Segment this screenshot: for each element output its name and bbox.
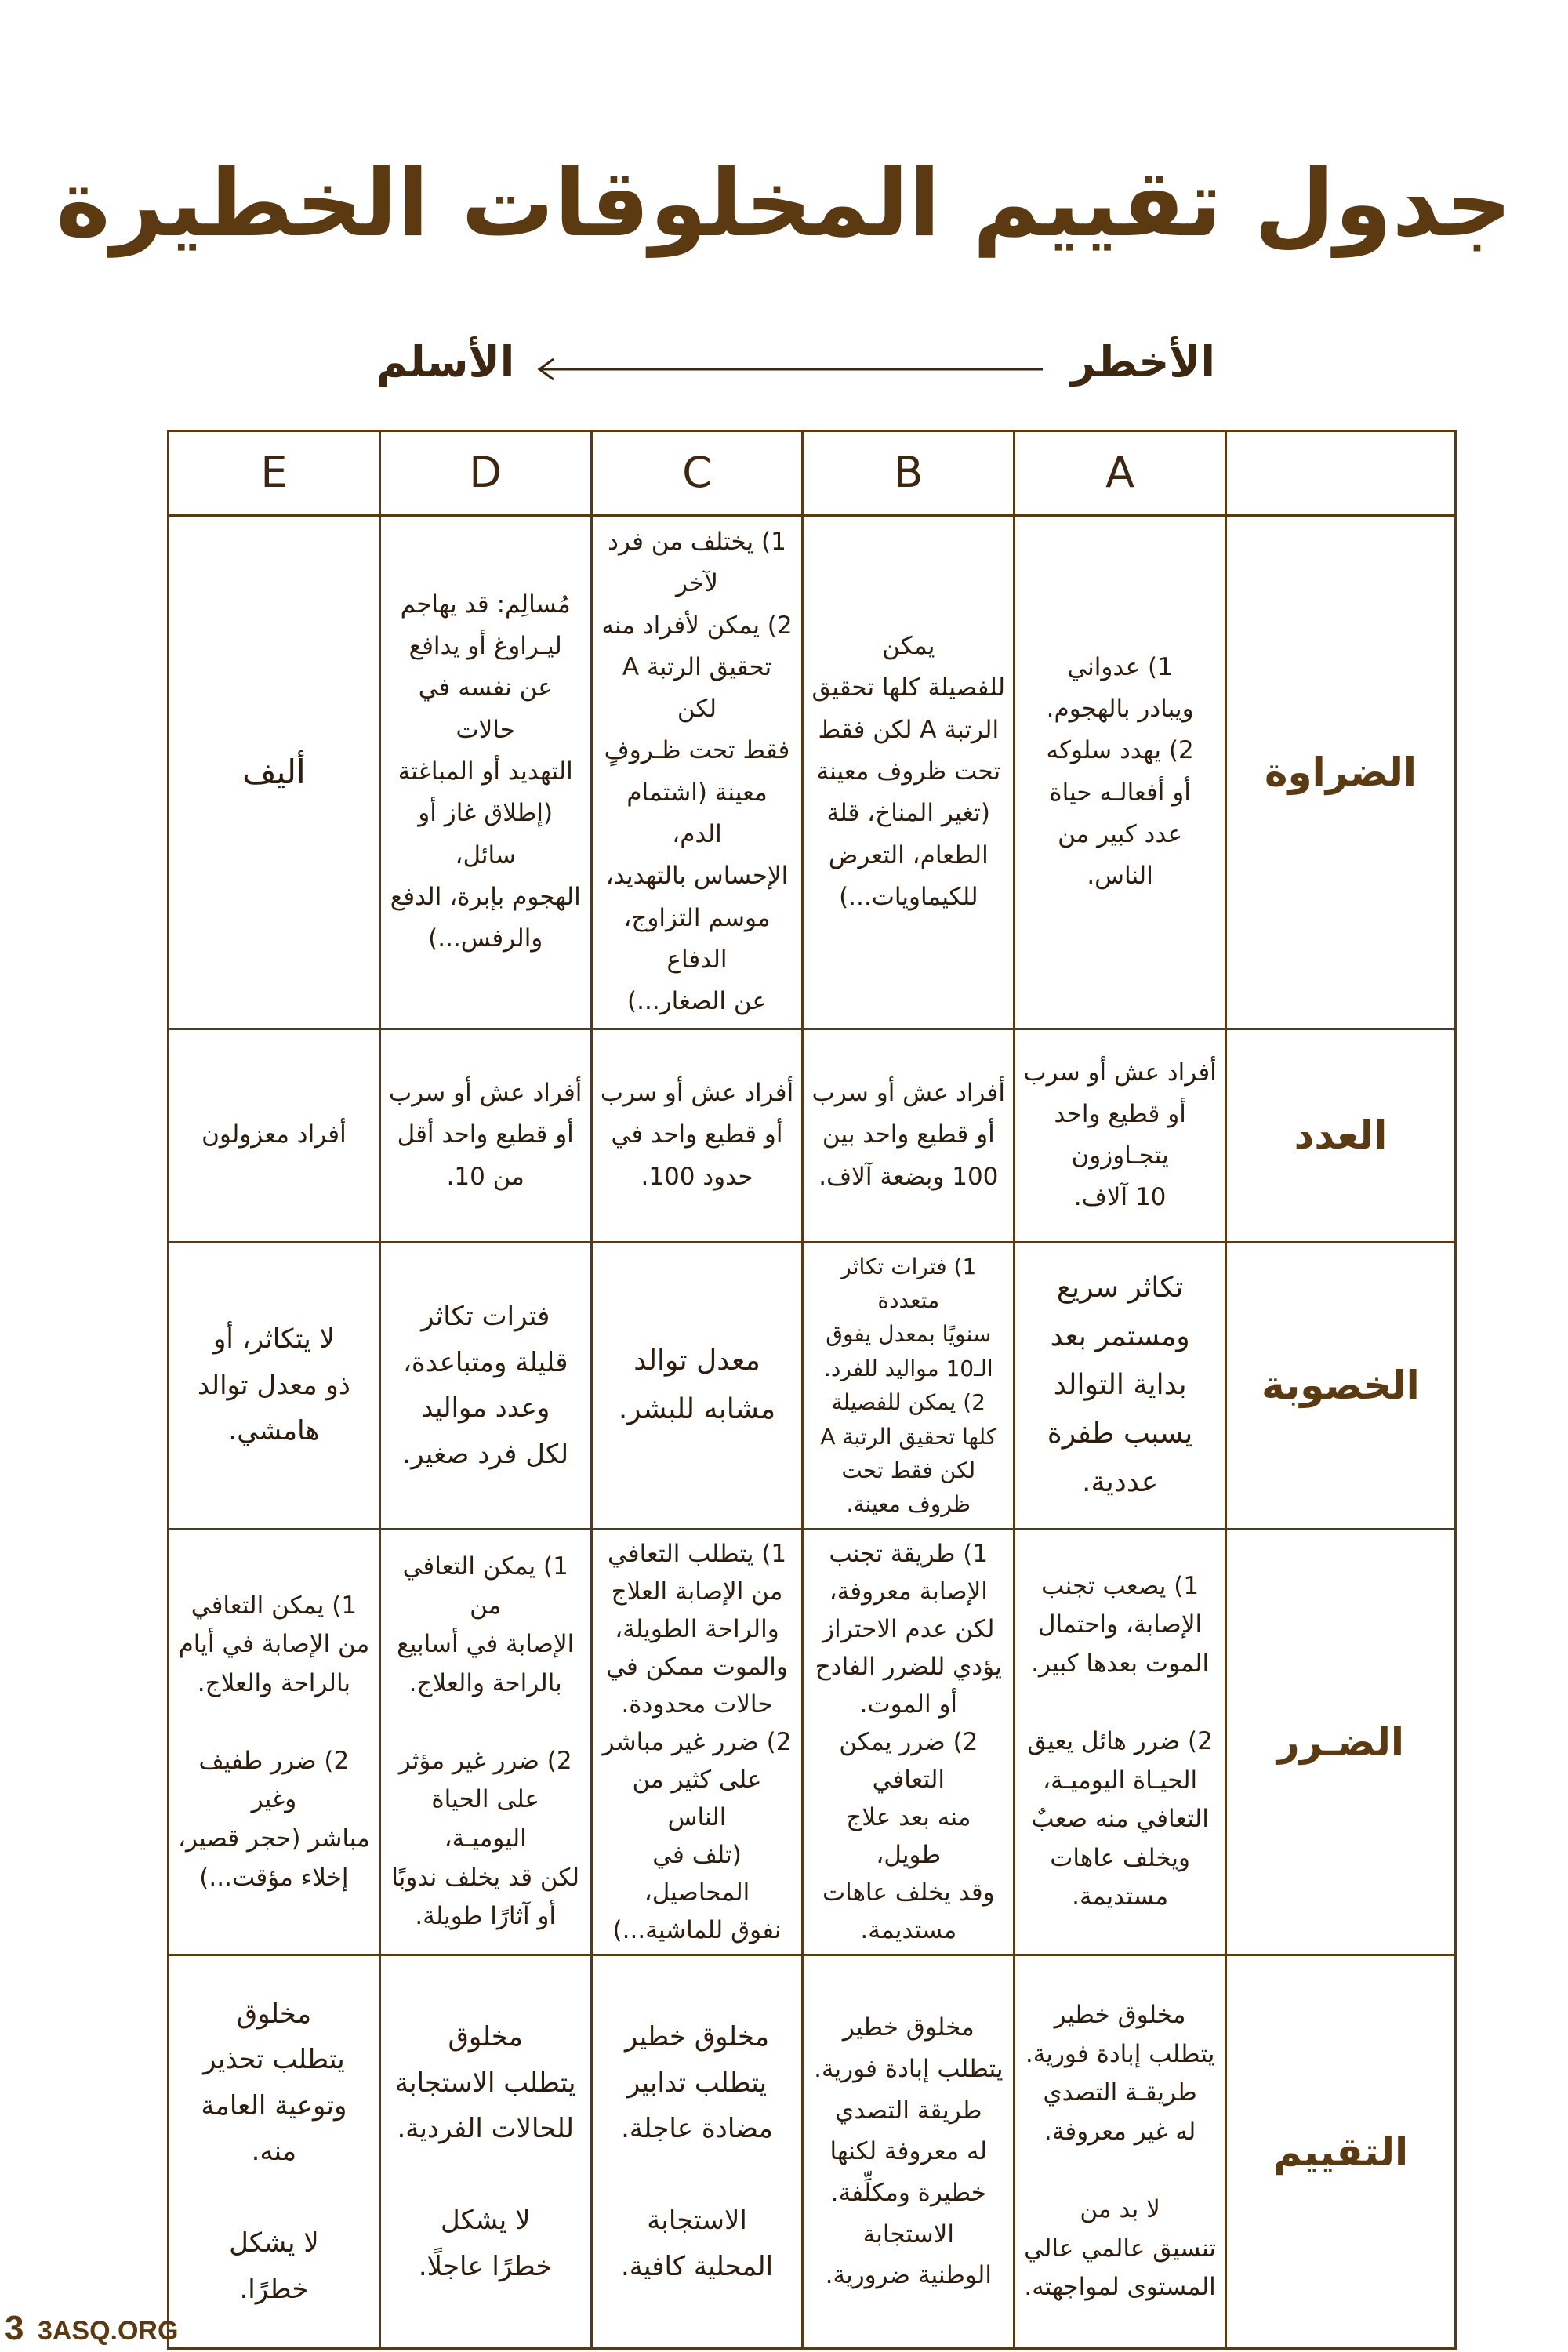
cell-assessment-e: مخلوق يتطلب تحذير وتوعية العامة منه. لا يشكل خطرًا. [169,1955,380,2349]
cell-number-a: أفراد عش أو سرب أو قطيع واحد يتجـاوزون 10 آلاف. [1014,1029,1226,1242]
cell-ferocity-b: يمكن للفصيلة كلها تحقيق الرتبة A لكن فقط تحت ظروف معينة (تغير المناخ، قلة الطعام، التعرض للكيماويات...) [803,515,1014,1029]
cell-number-d: أفراد عش أو سرب أو قطيع واحد أقل من 10. [379,1029,591,1242]
cell-harm-d: 1) يمكن التعافي من الإصابة في أسابيع بالراحة والعلاج. 2) ضرر غير مؤثر على الحياة اليوميـة، لكن قد يخلف ندوبًا أو آثارًا طويلة. [379,1529,591,1955]
cell-harm-a: 1) يصعب تجنب الإصابة، واحتمال الموت بعدها كبير. 2) ضرر هائل يعيق الحيـاة اليوميـة، التعافي منه صعبٌ ويخلف عاهات مستديمة. [1014,1529,1226,1955]
row-label-fertility: الخصوبة [1226,1242,1456,1529]
cell-number-c: أفراد عش أو سرب أو قطيع واحد في حدود 100. [591,1029,803,1242]
row-fertility [169,1242,1456,1529]
danger-scale [376,337,1215,400]
cell-ferocity-e: أليف [169,515,380,1029]
page-footer [5,2309,178,2348]
cell-assessment-b: مخلوق خطير يتطلب إبادة فورية. طريقة التصدي له معروفة لكنها خطيرة ومكلِّفة. الاستجابة الوطنية ضرورية. [803,1955,1014,2349]
column-header-e: E [169,431,380,516]
column-header-b: B [803,431,1014,516]
cell-fertility-a: تكاثر سريع ومستمر بعد بداية التوالد يسبب طفرة عددية. [1014,1242,1226,1529]
cell-assessment-a: مخلوق خطير يتطلب إبادة فورية. طريقـة التصدي له غير معروفة. لا بد من تنسيق عالمي عالي المستوى لمواجهته. [1014,1955,1226,2349]
cell-harm-b: 1) طريقة تجنب الإصابة معروفة، لكن عدم الاحتراز يؤدي للضرر الفادح أو الموت. 2) ضرر يمكن التعافي منه بعد علاج طويل، وقد يخلف عاهات مستديمة. [803,1529,1014,1955]
cell-assessment-d: مخلوق يتطلب الاستجابة للحالات الفردية. لا يشكل خطرًا عاجلًا. [379,1955,591,2349]
row-ferocity [169,515,1456,1029]
row-label-ferocity: الضراوة [1226,515,1456,1029]
row-label-harm: الضـرر [1226,1529,1456,1955]
scale-arrow-icon [533,358,1043,381]
cell-fertility-b: 1) فترات تكاثر متعددة سنويًا بمعدل يفوق الـ10 مواليد للفرد. 2) يمكن للفصيلة كلها تحقيق الرتبة A لكن فقط تحت ظروف معينة. [803,1242,1014,1529]
row-number [169,1029,1456,1242]
column-header-a: A [1014,431,1226,516]
row-label-assessment: التقييم [1226,1955,1456,2349]
site-name: 3ASQ.ORG [37,2316,179,2346]
cell-fertility-d: فترات تكاثر قليلة ومتباعدة، وعدد مواليد لكل فرد صغير. [379,1242,591,1529]
page-number: 3 [5,2309,24,2347]
scale-least-label: الأسلم [376,337,515,387]
row-harm [169,1529,1456,1955]
cell-assessment-c: مخلوق خطير يتطلب تدابير مضادة عاجلة. الاستجابة المحلية كافية. [591,1955,803,2349]
cell-harm-c: 1) يتطلب التعافي من الإصابة العلاج والراحة الطويلة، والموت ممكن في حالات محدودة. 2) ضرر غير مباشر على كثير من الناس (تلف في المحاصيل، نفوق للماشية...) [591,1529,803,1955]
cell-number-b: أفراد عش أو سرب أو قطيع واحد بين 100 وبضعة آلاف. [803,1029,1014,1242]
cell-harm-e: 1) يمكن التعافي من الإصابة في أيام بالراحة والعلاج. 2) ضرر طفيف وغير مباشر (حجر قصير، إخلاء مؤقت...) [169,1529,380,1955]
cell-number-e: أفراد معزولون [169,1029,380,1242]
column-header-d: D [379,431,591,516]
cell-ferocity-d: مُسالِم: قد يهاجم ليـراوغ أو يدافع عن نفسه في حالات التهديد أو المباغتة (إطلاق غاز أو سائل، الهجوم بإبرة، الدفع والرفس...) [379,515,591,1029]
row-label-number: العدد [1226,1029,1456,1242]
cell-ferocity-c: 1) يختلف من فرد لآخر 2) يمكن لأفراد منه تحقيق الرتبة A لكن فقط تحت ظـروفٍ معينة (اشتمام الدم، الإحساس بالتهديد، موسم التزاوج، الدفاع عن الصغار...) [591,515,803,1029]
rating-table [167,430,1457,2350]
corner-cell [1226,431,1456,516]
page-title: جدول تقييم المخلوقات الخطيرة [56,149,1512,257]
cell-fertility-e: لا يتكاثر، أو ذو معدل توالد هامشي. [169,1242,380,1529]
row-assessment [169,1955,1456,2349]
cell-ferocity-a: 1) عدواني ويبادر بالهجوم. 2) يهدد سلوكه أو أفعالـه حياة عدد كبير من الناس. [1014,515,1226,1029]
scale-most-label: الأخطر [1071,337,1215,387]
cell-fertility-c: معدل توالد مشابه للبشر. [591,1242,803,1529]
column-header-c: C [591,431,803,516]
column-header-row [169,431,1456,516]
